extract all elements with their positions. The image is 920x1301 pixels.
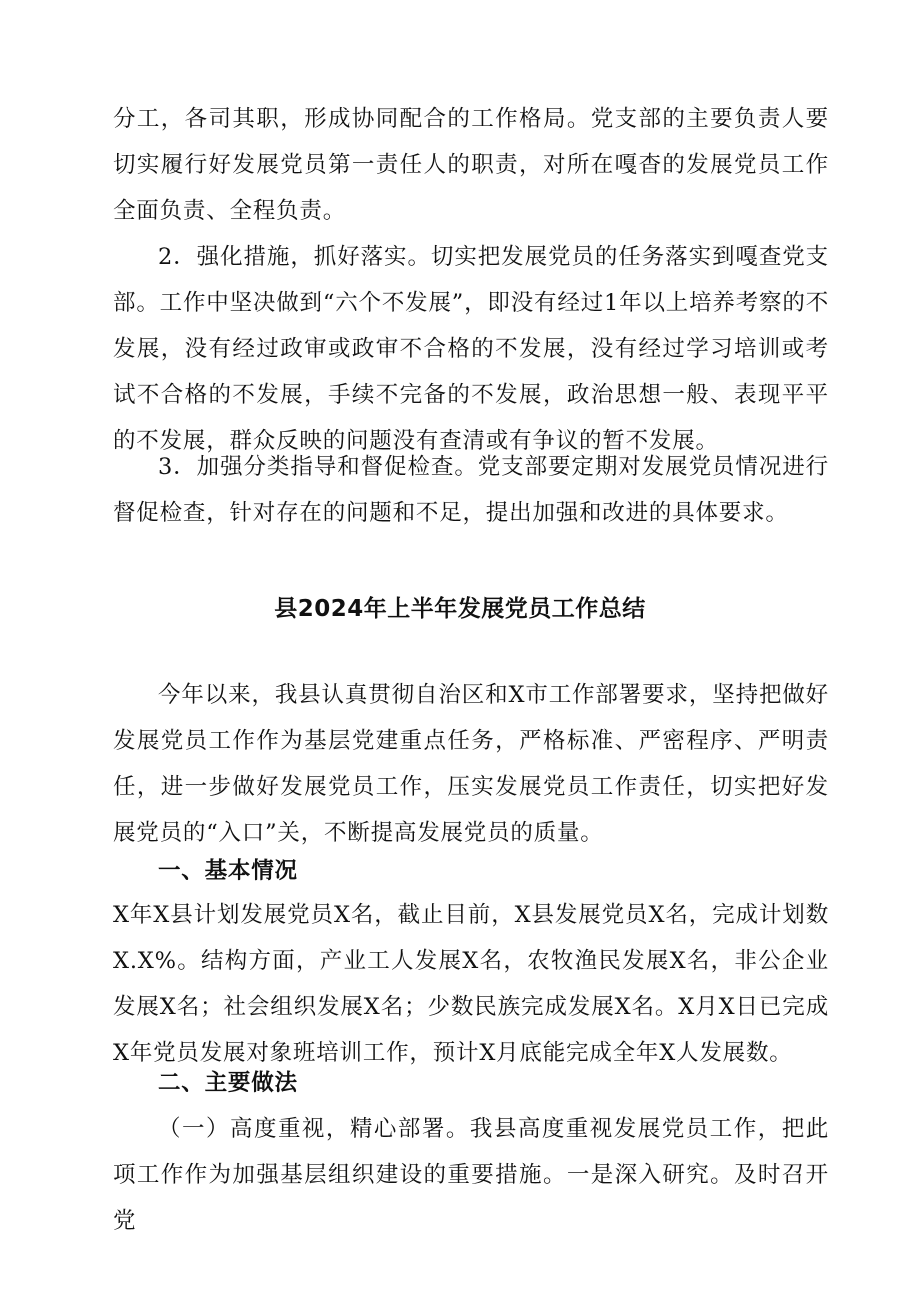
section-heading-practices: 二、主要做法 xyxy=(158,1070,298,1096)
section-basic-text: X年X县计划发展党员X名，截止目前，X县发展党员X名，完成计划数X.X%。结构方面，产业工人发展X名，农牧渔民发展X名，非公企业发展X名；社会组织发展X名；少数民族完成发展X名。X月X日已完成X年党员发展对象班培训工作，预计X月底能完成全年X人发展数。 xyxy=(113,902,829,1066)
section-heading-basic: 一、基本情况 xyxy=(158,858,298,884)
paragraph-continued: 分工，各司其职，形成协同配合的工作格局。党支部的主要负责人要切实履行好发展党员第一责任人的职责，对所在嘎杳的发展党员工作全面负责、全程负责。 xyxy=(113,106,829,224)
document-title: 县2024年上半年发展党员工作总结 xyxy=(274,596,646,622)
section-practices-text: （一）高度重视，精心部署。我县高度重视发展党员工作，把此项工作作为加强基层组织建设的重要措施。一是深入研究。及时召开党 xyxy=(113,1116,829,1234)
paragraph-measure-3: 3．加强分类指导和督促检查。党支部要定期对发展党员情况进行督促检查，针对存在的问题和不足，提出加强和改进的具体要求。 xyxy=(113,454,829,526)
intro-paragraph: 今年以来，我县认真贯彻自治区和X市工作部署要求，坚持把做好发展党员工作作为基层党建重点任务，严格标准、严密程序、严明责任，进一步做好发展党员工作，压实发展党员工作责任，切实把好发展党员的“入口”关，不断提高发展党员的质量。 xyxy=(113,682,829,846)
paragraph-measure-2: 2．强化措施，抓好落实。切实把发展党员的任务落实到嘎查党支部。工作中坚决做到“六个不发展”，即没有经过1年以上培养考察的不发展，没有经过政审或政审不合格的不发展，没有经过学习培训或考试不合格的不发展，手续不完备的不发展，政治思想一般、表现平平的不发展，群众反映的问题没有查清或有争议的暂不发展。 xyxy=(113,244,829,454)
